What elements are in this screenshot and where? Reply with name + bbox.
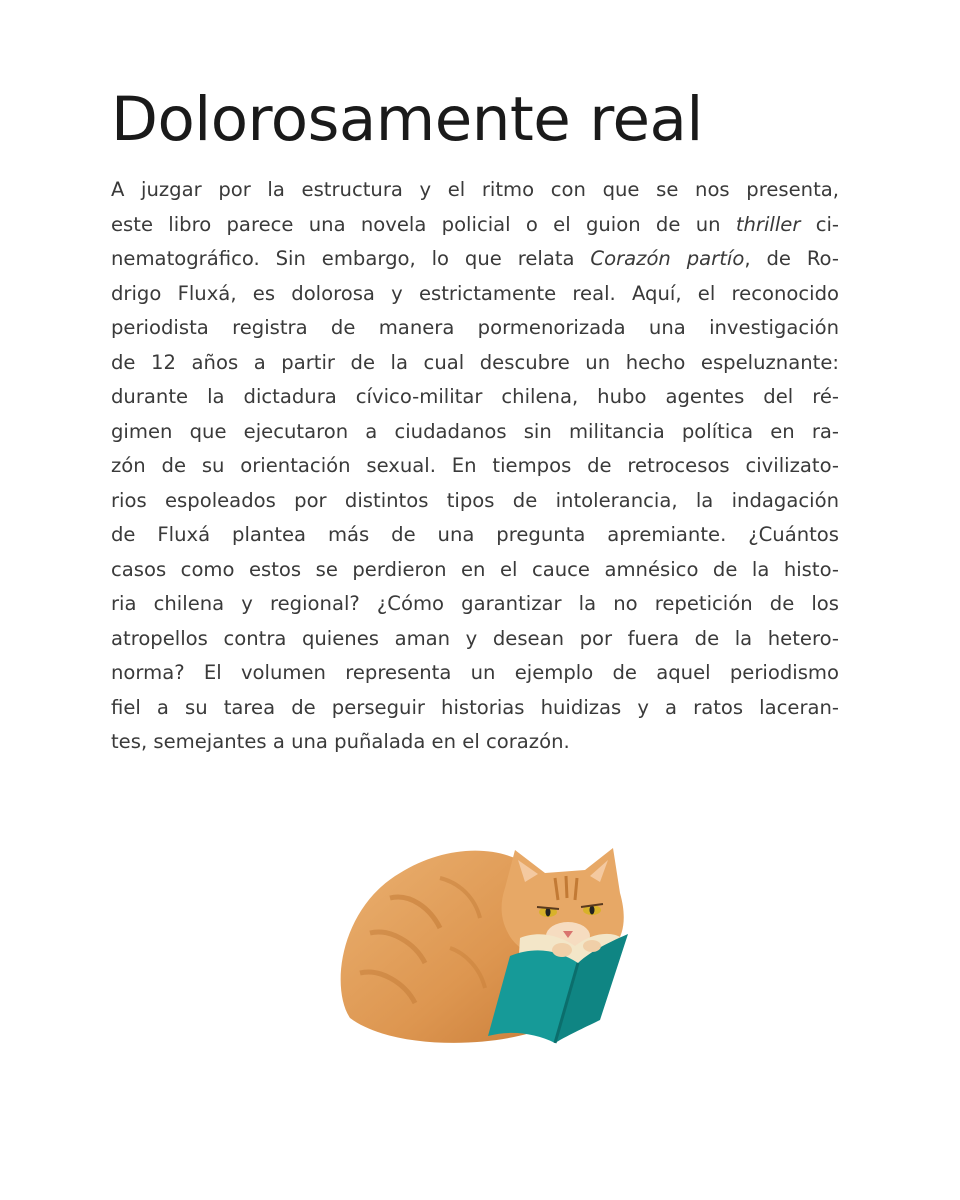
body-line: norma? El volumen representa un ejemplo de aquel periodismo xyxy=(111,661,839,684)
body-line: tes, semejantes a una puñalada en el corazón. xyxy=(111,730,570,753)
body-line: atropellos contra quienes aman y desean por fuera de la hetero- xyxy=(111,626,839,650)
body-line: de Fluxá plantea más de una pregunta apremiante. ¿Cuántos xyxy=(111,523,839,546)
body-line: de 12 años a partir de la cual descubre un hecho espeluznante: xyxy=(111,350,839,374)
body-line: nematográfico. Sin embargo, lo que relata Corazón partío, de Ro- xyxy=(111,247,839,270)
body-line: durante la dictadura cívico-militar chilena, hubo agentes del ré- xyxy=(111,385,839,408)
body-line: rios espoleados por distintos tipos de intolerancia, la indagación xyxy=(111,488,839,512)
body-line: casos como estos se perdieron en el cauce amnésico de la histo- xyxy=(111,557,839,581)
article-body xyxy=(111,173,839,760)
body-line: drigo Fluxá, es dolorosa y estrictamente real. Aquí, el reconocido xyxy=(111,281,839,305)
article-title: Dolorosamente real xyxy=(111,84,703,155)
body-line: ria chilena y regional? ¿Cómo garantizar la no repetición de los xyxy=(111,592,839,615)
body-line: periodista registra de manera pormenorizada una investigación xyxy=(111,316,839,339)
body-line: fiel a su tarea de perseguir historias huidizas y a ratos laceran- xyxy=(111,695,839,719)
body-line: zón de su orientación sexual. En tiempos de retrocesos civilizato- xyxy=(111,454,839,477)
body-line: este libro parece una novela policial o el guion de un thriller ci- xyxy=(111,212,839,236)
book-title-emphasis: Corazón partío xyxy=(590,247,745,270)
emphasis-thriller: thriller xyxy=(735,212,801,236)
body-line: A juzgar por la estructura y el ritmo con que se nos presenta, xyxy=(111,178,839,201)
cat-reading-book-icon xyxy=(330,838,635,1053)
body-line: gimen que ejecutaron a ciudadanos sin militancia política en ra- xyxy=(111,419,839,443)
